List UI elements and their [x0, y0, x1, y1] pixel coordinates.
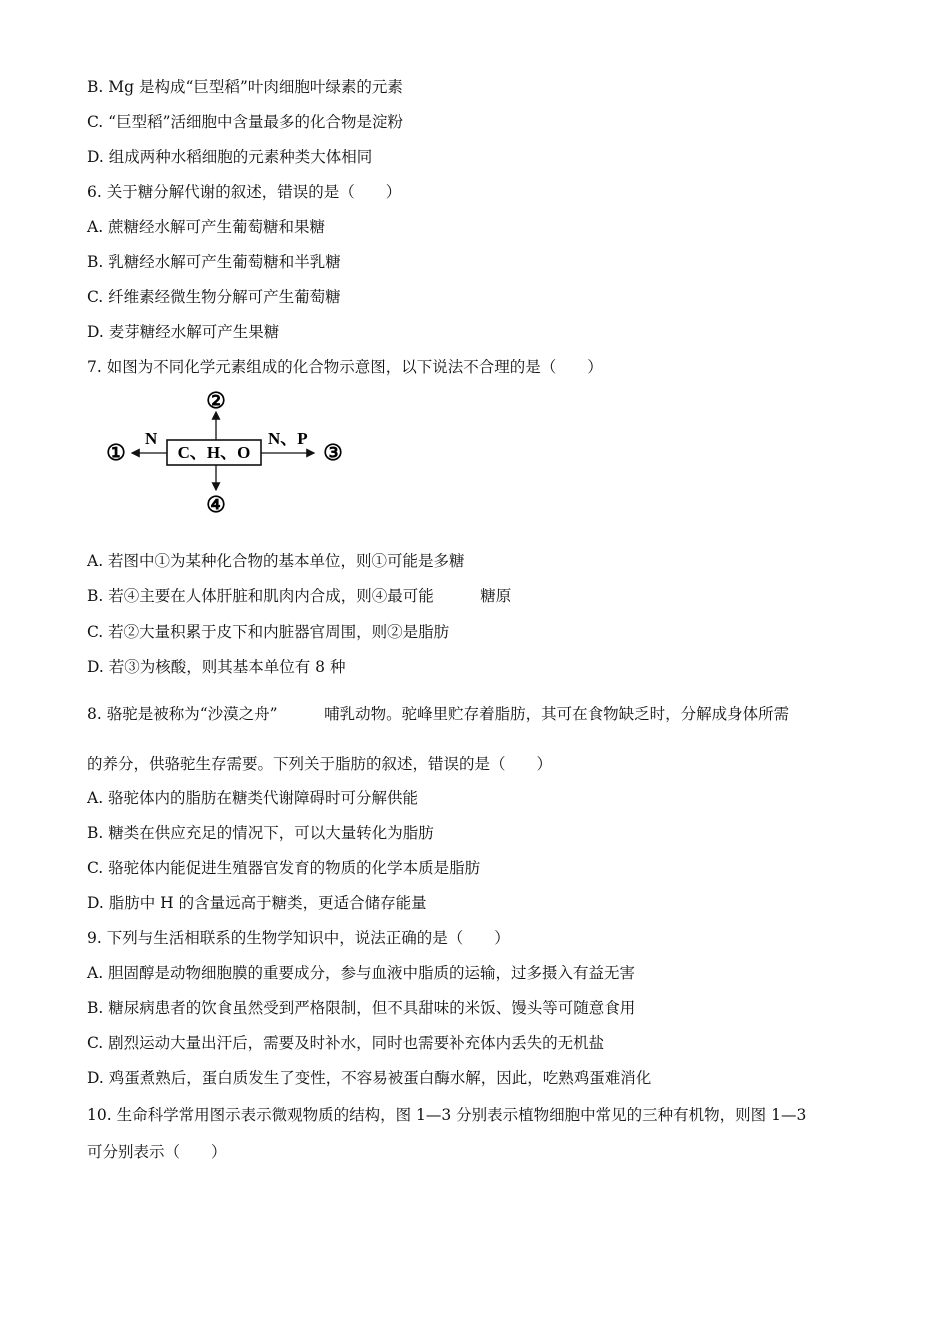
node-2: ②	[206, 388, 226, 413]
q6-stem: 6. 关于糖分解代谢的叙述，错误的是（ ）	[87, 183, 402, 201]
q7-stem: 7. 如图为不同化学元素组成的化合物示意图，以下说法不合理的是（ ）	[87, 358, 603, 376]
q7-option-d: D. 若③为核酸，则其基本单位有 8 种	[87, 658, 346, 676]
q5-option-d: D. 组成两种水稻细胞的元素种类大体相同	[87, 148, 373, 166]
q5-option-c: C. “巨型稻”活细胞中含量最多的化合物是淀粉	[87, 113, 404, 131]
q7-option-c: C. 若②大量积累于皮下和内脏器官周围，则②是脂肪	[87, 623, 450, 641]
q8-option-c: C. 骆驼体内能促进生殖器官发育的物质的化学本质是脂肪	[87, 859, 481, 877]
node-1: ①	[106, 440, 126, 465]
q8-option-b: B. 糖类在供应充足的情况下，可以大量转化为脂肪	[87, 824, 434, 842]
q5-option-b: B. Mg 是构成“巨型稻”叶肉细胞叶绿素的元素	[87, 78, 403, 96]
q7-option-a: A. 若图中①为某种化合物的基本单位，则①可能是多糖	[87, 552, 465, 570]
q8-option-a: A. 骆驼体内的脂肪在糖类代谢障碍时可分解供能	[87, 789, 419, 807]
q9-option-b: B. 糖尿病患者的饮食虽然受到严格限制，但不具甜味的米饭、馒头等可随意食用	[87, 999, 636, 1017]
q10-stem-line1: 10. 生命科学常用图示表示微观物质的结构，图 1—3 分别表示植物细胞中常见的三种有机物，则图 1—3	[87, 1106, 807, 1124]
node-4: ④	[206, 492, 226, 517]
q9-stem: 9. 下列与生活相联系的生物学知识中，说法正确的是（ ）	[87, 929, 510, 947]
label-np-right: N、P	[268, 429, 308, 448]
q10-stem-line2: 可分别表示（ ）	[87, 1143, 227, 1161]
q8-option-d: D. 脂肪中 H 的含量远高于糖类，更适合储存能量	[87, 894, 427, 912]
center-elements: C、H、O	[177, 443, 251, 462]
q8-stem-line1: 8. 骆驼是被称为“沙漠之舟” 哺乳动物。驼峰里贮存着脂肪，其可在食物缺乏时，分解成身体所需	[87, 705, 790, 723]
node-3: ③	[323, 440, 343, 465]
q6-option-d: D. 麦芽糖经水解可产生果糖	[87, 323, 280, 341]
q6-option-a: A. 蔗糖经水解可产生葡萄糖和果糖	[87, 218, 326, 236]
q8-stem-line2: 的养分，供骆驼生存需要。下列关于脂肪的叙述，错误的是（ ）	[87, 755, 553, 773]
q9-option-d: D. 鸡蛋煮熟后，蛋白质发生了变性，不容易被蛋白酶水解，因此，吃熟鸡蛋难消化	[87, 1069, 652, 1087]
q7-option-b: B. 若④主要在人体肝脏和肌肉内合成，则④最可能 糖原	[87, 587, 512, 605]
q6-option-c: C. 纤维素经微生物分解可产生葡萄糖	[87, 288, 341, 306]
label-n-left: N	[145, 429, 158, 448]
compound-element-diagram	[100, 388, 360, 518]
q6-option-b: B. 乳糖经水解可产生葡萄糖和半乳糖	[87, 253, 341, 271]
q9-option-c: C. 剧烈运动大量出汗后，需要及时补水，同时也需要补充体内丢失的无机盐	[87, 1034, 605, 1052]
q9-option-a: A. 胆固醇是动物细胞膜的重要成分，参与血液中脂质的运输，过多摄入有益无害	[87, 964, 636, 982]
